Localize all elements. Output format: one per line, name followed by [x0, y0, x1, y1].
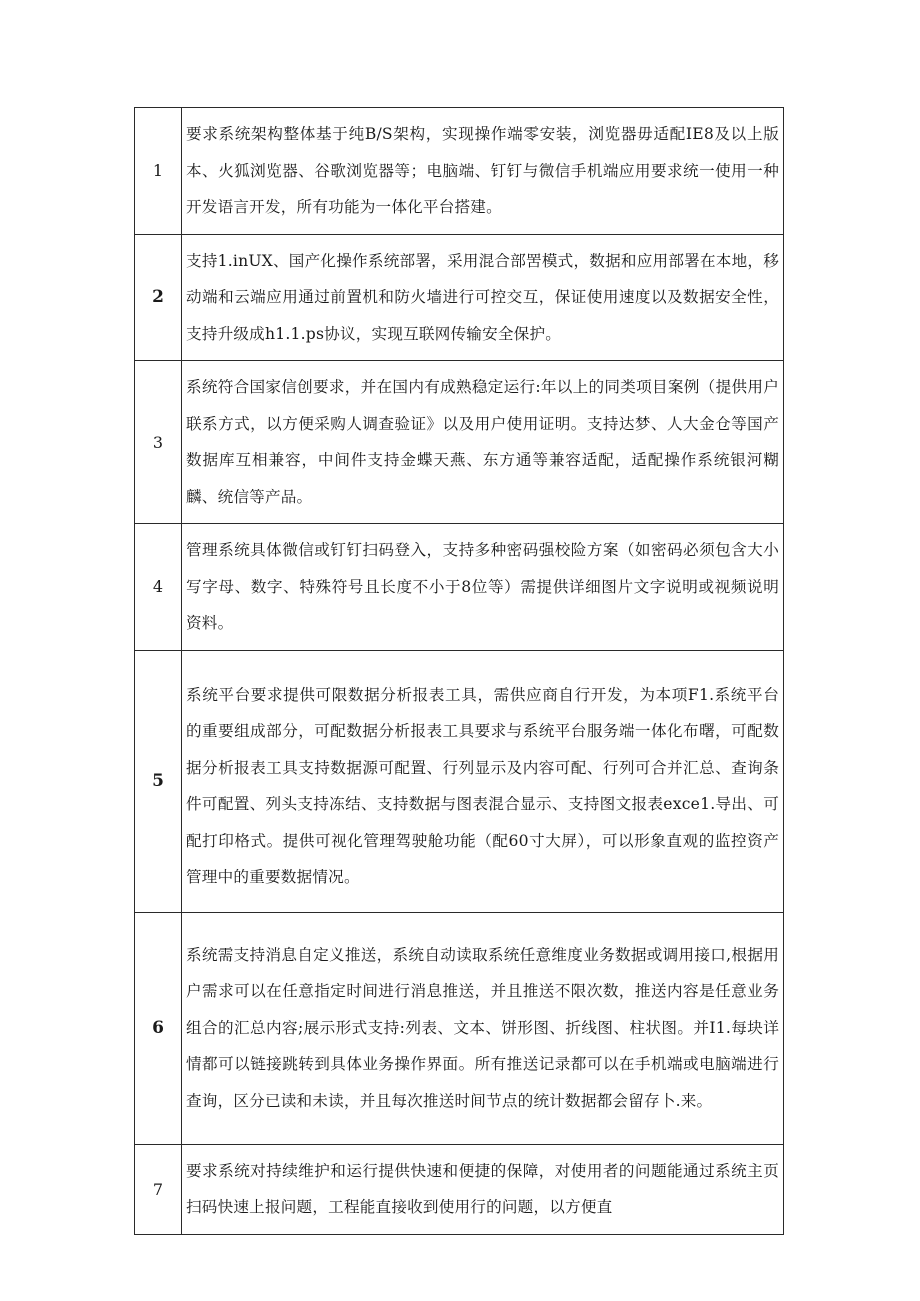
requirement-text: 系统平台要求提供可限数据分析报表工具，需供应商自行开发，为本项F1.系统平台的重要组成部分，可配数据分析报表工具要求与系统平台服务端一体化布曙，可配数据分析报表工具支持数据源可配置、行列显示及内容可配、行列可合并汇总、查询条件可配置、列头支持冻结、支持数据与图表混合显示、支持图文报表exce1.导出、可配打印格式。提供可视化管理驾驶舱功能（配60寸大屏），可以形象直观的监控资产管理中的重要数据情况。 [182, 650, 784, 912]
table-row [135, 234, 784, 361]
table-row [135, 108, 784, 235]
row-number: 6 [135, 912, 182, 1144]
table-row [135, 650, 784, 912]
requirement-text: 要求系统架构整体基于纯B/S架构，实现操作端零安装，浏览器毋适配IE8及以上版本、火狐浏览器、谷歌浏览器等；电脑端、钉钉与微信手机端应用要求统一使用一种开发语言开发，所有功能为一体化平台搭建。 [182, 108, 784, 235]
requirement-text: 系统符合国家信创要求，并在国内有成熟稳定运行:年以上的同类项目案例（提供用户联系方式，以方便采购人调查验证》以及用户使用证明。支持达梦、人大金仓等国产数据库互相兼容，中间件支持金蝶天燕、东方通等兼容适配，适配操作系统银河糊麟、统信等产品。 [182, 361, 784, 524]
row-number: 4 [135, 524, 182, 651]
row-number: 3 [135, 361, 182, 524]
row-number: 7 [135, 1144, 182, 1234]
requirement-text: 管理系统具体微信或钉钉扫码登入，支持多种密码强校险方案（如密码必须包含大小写字母、数字、特殊符号且长度不小于8位等）需提供详细图片文字说明或视频说明资料。 [182, 524, 784, 651]
row-number: 5 [135, 650, 182, 912]
requirement-text: 系统需支持消息自定义推送，系统自动读取系统任意维度业务数据或调用接口,根据用户需求可以在任意指定时间进行消息推送，并且推送不限次数，推送内容是任意业务组合的汇总内容;展示形式支持:列表、文本、饼形图、折线图、柱状图。并I1.每块详情都可以链接跳转到具体业务操作界面。所有推送记录都可以在手机端或电脑端进行查询，区分已读和未读，并且每次推送时间节点的统计数据都会留存卜.来。 [182, 912, 784, 1144]
table-row [135, 1144, 784, 1234]
table-row [135, 361, 784, 524]
requirement-text: 支持1.inUX、国产化操作系统部署，采用混合部罟模式，数据和应用部署在本地，移动端和云端应用通过前置机和防火墙进行可控交互，保证使用速度以及数据安全性，支持升级成h1.1.ps协议，实现互联网传输安全保护。 [182, 234, 784, 361]
row-number: 1 [135, 108, 182, 235]
table-row [135, 912, 784, 1144]
requirement-text: 要求系统对持续维护和运行提供快速和便捷的保障，对使用者的问题能通过系统主页扫码快速上报问题，工程能直接收到使用行的问题，以方便直 [182, 1144, 784, 1234]
row-number: 2 [135, 234, 182, 361]
requirements-table [134, 107, 784, 1235]
table-row [135, 524, 784, 651]
